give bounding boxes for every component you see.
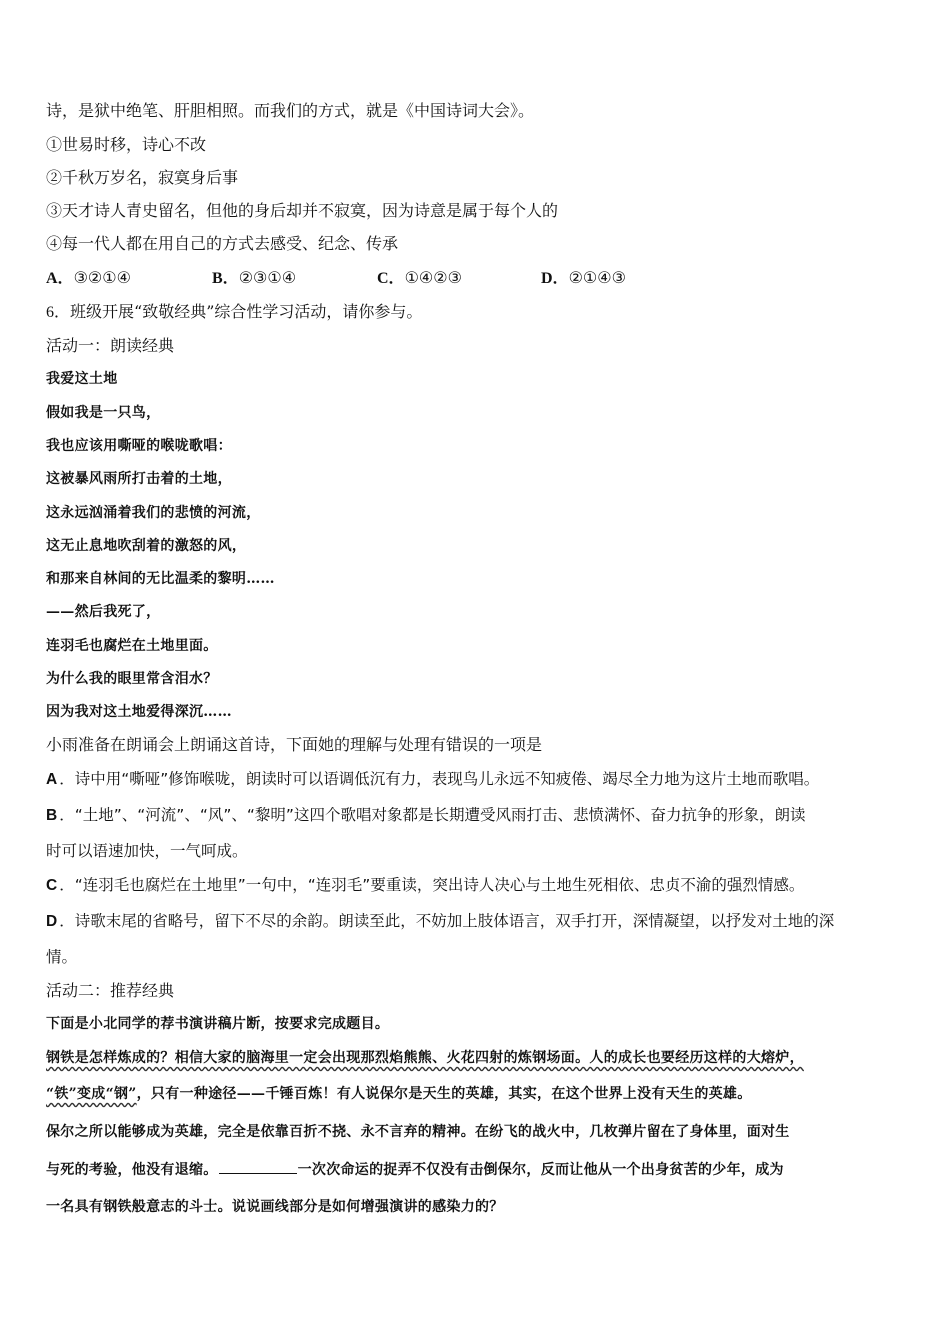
q6-option-d-continued: 情。 (46, 948, 78, 966)
option-letter: C (46, 877, 58, 894)
choice-letter: A． (46, 270, 74, 287)
speech-text: 与死的考验，他没有退缩。 (46, 1162, 218, 1178)
choice-text: ①④②③ (404, 268, 462, 287)
choice-letter: C． (377, 270, 405, 287)
q5-choice-a (46, 267, 131, 290)
option-text: ．“土地”、“河流”、“风”、“黎明”这四个歌唱对象都是长期遭受风雨打击、悲愤满怀、奋力抗争的形象，朗读 (59, 806, 806, 824)
speech-line-1 (46, 1047, 804, 1069)
q5-choice-b (212, 267, 296, 290)
activity-1-heading: 活动一：朗读经典 (46, 336, 175, 355)
poem-line: 假如我是一只鸟， (46, 405, 161, 421)
q6-option-c (46, 874, 804, 897)
poem-title: 我爱这土地 (46, 371, 118, 387)
choice-text: ②①④③ (568, 268, 626, 287)
option-text: ．诗中用“嘶哑”修饰喉咙，朗读时可以语调低沉有力，表现鸟儿永远不知疲倦、竭尽全力地为这片土地而歌唱。 (59, 770, 820, 788)
speech-text: 一次次命运的捉弄不仅没有击倒保尔，反而让他从一个出身贫苦的少年，成为 (297, 1162, 784, 1178)
option-text: ．“连羽毛也腐烂在土地里”一句中，“连羽毛”要重读，突出诗人决心与土地生死相依、忠贞不渝的强烈情感。 (59, 876, 805, 894)
poem-line: 连羽毛也腐烂在土地里面。 (46, 638, 218, 654)
q6-option-b (46, 804, 805, 827)
question-text: 班级开展“致敬经典”综合性学习活动，请你参与。 (70, 302, 423, 321)
poem-line: 因为我对这土地爱得深沉…… (46, 704, 232, 720)
option-letter: D (46, 913, 58, 930)
activity-2-heading: 活动二：推荐经典 (46, 981, 175, 1000)
option-letter: A (46, 771, 58, 788)
choice-text: ③②①④ (73, 268, 131, 287)
poem-line: 和那来自林间的无比温柔的黎明…… (46, 571, 275, 587)
q5-choice-d (541, 267, 626, 290)
q6-option-b-continued: 时可以语速加快，一气呵成。 (46, 842, 248, 860)
poem-line: 这被暴风雨所打击着的土地， (46, 471, 232, 487)
speech-line-4 (46, 1159, 784, 1181)
speech-text: ，只有一种途径——千锤百炼！有人说保尔是天生的英雄，其实，在这个世界上没有天生的英雄。 (136, 1086, 752, 1102)
answer-blank[interactable] (219, 1159, 297, 1174)
choice-text: ②③①④ (238, 268, 297, 287)
poem-line: 我也应该用嘶哑的喉咙歌唱： (46, 438, 232, 454)
choice-letter: D． (541, 270, 569, 287)
underlined-text: “铁”变成“钢” (46, 1086, 137, 1102)
speech-intro: 下面是小北同学的荐书演讲稿片断，按要求完成题目。 (46, 1016, 390, 1032)
option-letter: B (46, 807, 58, 824)
option-text: ．诗歌末尾的省略号，留下不尽的余韵。朗读至此，不妨加上肢体语言，双手打开，深情凝望，以抒发对土地的深 (59, 912, 835, 930)
sentence-1: ①世易时移，诗心不改 (46, 135, 207, 154)
intro-line: 诗，是狱中绝笔、肝胆相照。而我们的方式，就是《中国诗词大会》。 (46, 101, 535, 120)
q6-option-a (46, 768, 819, 791)
poem-line: 为什么我的眼里常含泪水？ (46, 671, 218, 687)
q5-choice-c (377, 267, 462, 290)
speech-line-5: 一名具有钢铁般意志的斗士。说说画线部分是如何增强演讲的感染力的？ (46, 1199, 504, 1215)
sentence-2: ②千秋万岁名，寂寞身后事 (46, 168, 239, 187)
underlined-text: 钢铁是怎样炼成的？相信大家的脑海里一定会出现那烈焰熊熊、火花四射的炼钢场面。人的成长也要经历这样的大熔炉， (46, 1050, 804, 1066)
poem-line: 这永远汹涌着我们的悲愤的河流， (46, 505, 261, 521)
q6-prompt: 小雨准备在朗诵会上朗诵这首诗，下面她的理解与处理有错误的一项是 (46, 735, 543, 754)
speech-line-3: 保尔之所以能够成为英雄，完全是依靠百折不挠、永不言弃的精神。在纷飞的战火中，几枚弹片留在了身体里，面对生 (46, 1124, 790, 1140)
poem-line: 这无止息地吹刮着的激怒的风， (46, 538, 247, 554)
speech-line-2 (46, 1083, 752, 1105)
q6-option-d (46, 910, 834, 933)
choice-letter: B． (212, 270, 239, 287)
q6-title (46, 301, 422, 324)
sentence-4: ④每一代人都在用自己的方式去感受、纪念、传承 (46, 234, 399, 253)
poem-line: ——然后我死了， (46, 604, 161, 620)
sentence-3: ③天才诗人青史留名，但他的身后却并不寂寞，因为诗意是属于每个人的 (46, 201, 559, 220)
question-number: 6． (46, 304, 71, 321)
